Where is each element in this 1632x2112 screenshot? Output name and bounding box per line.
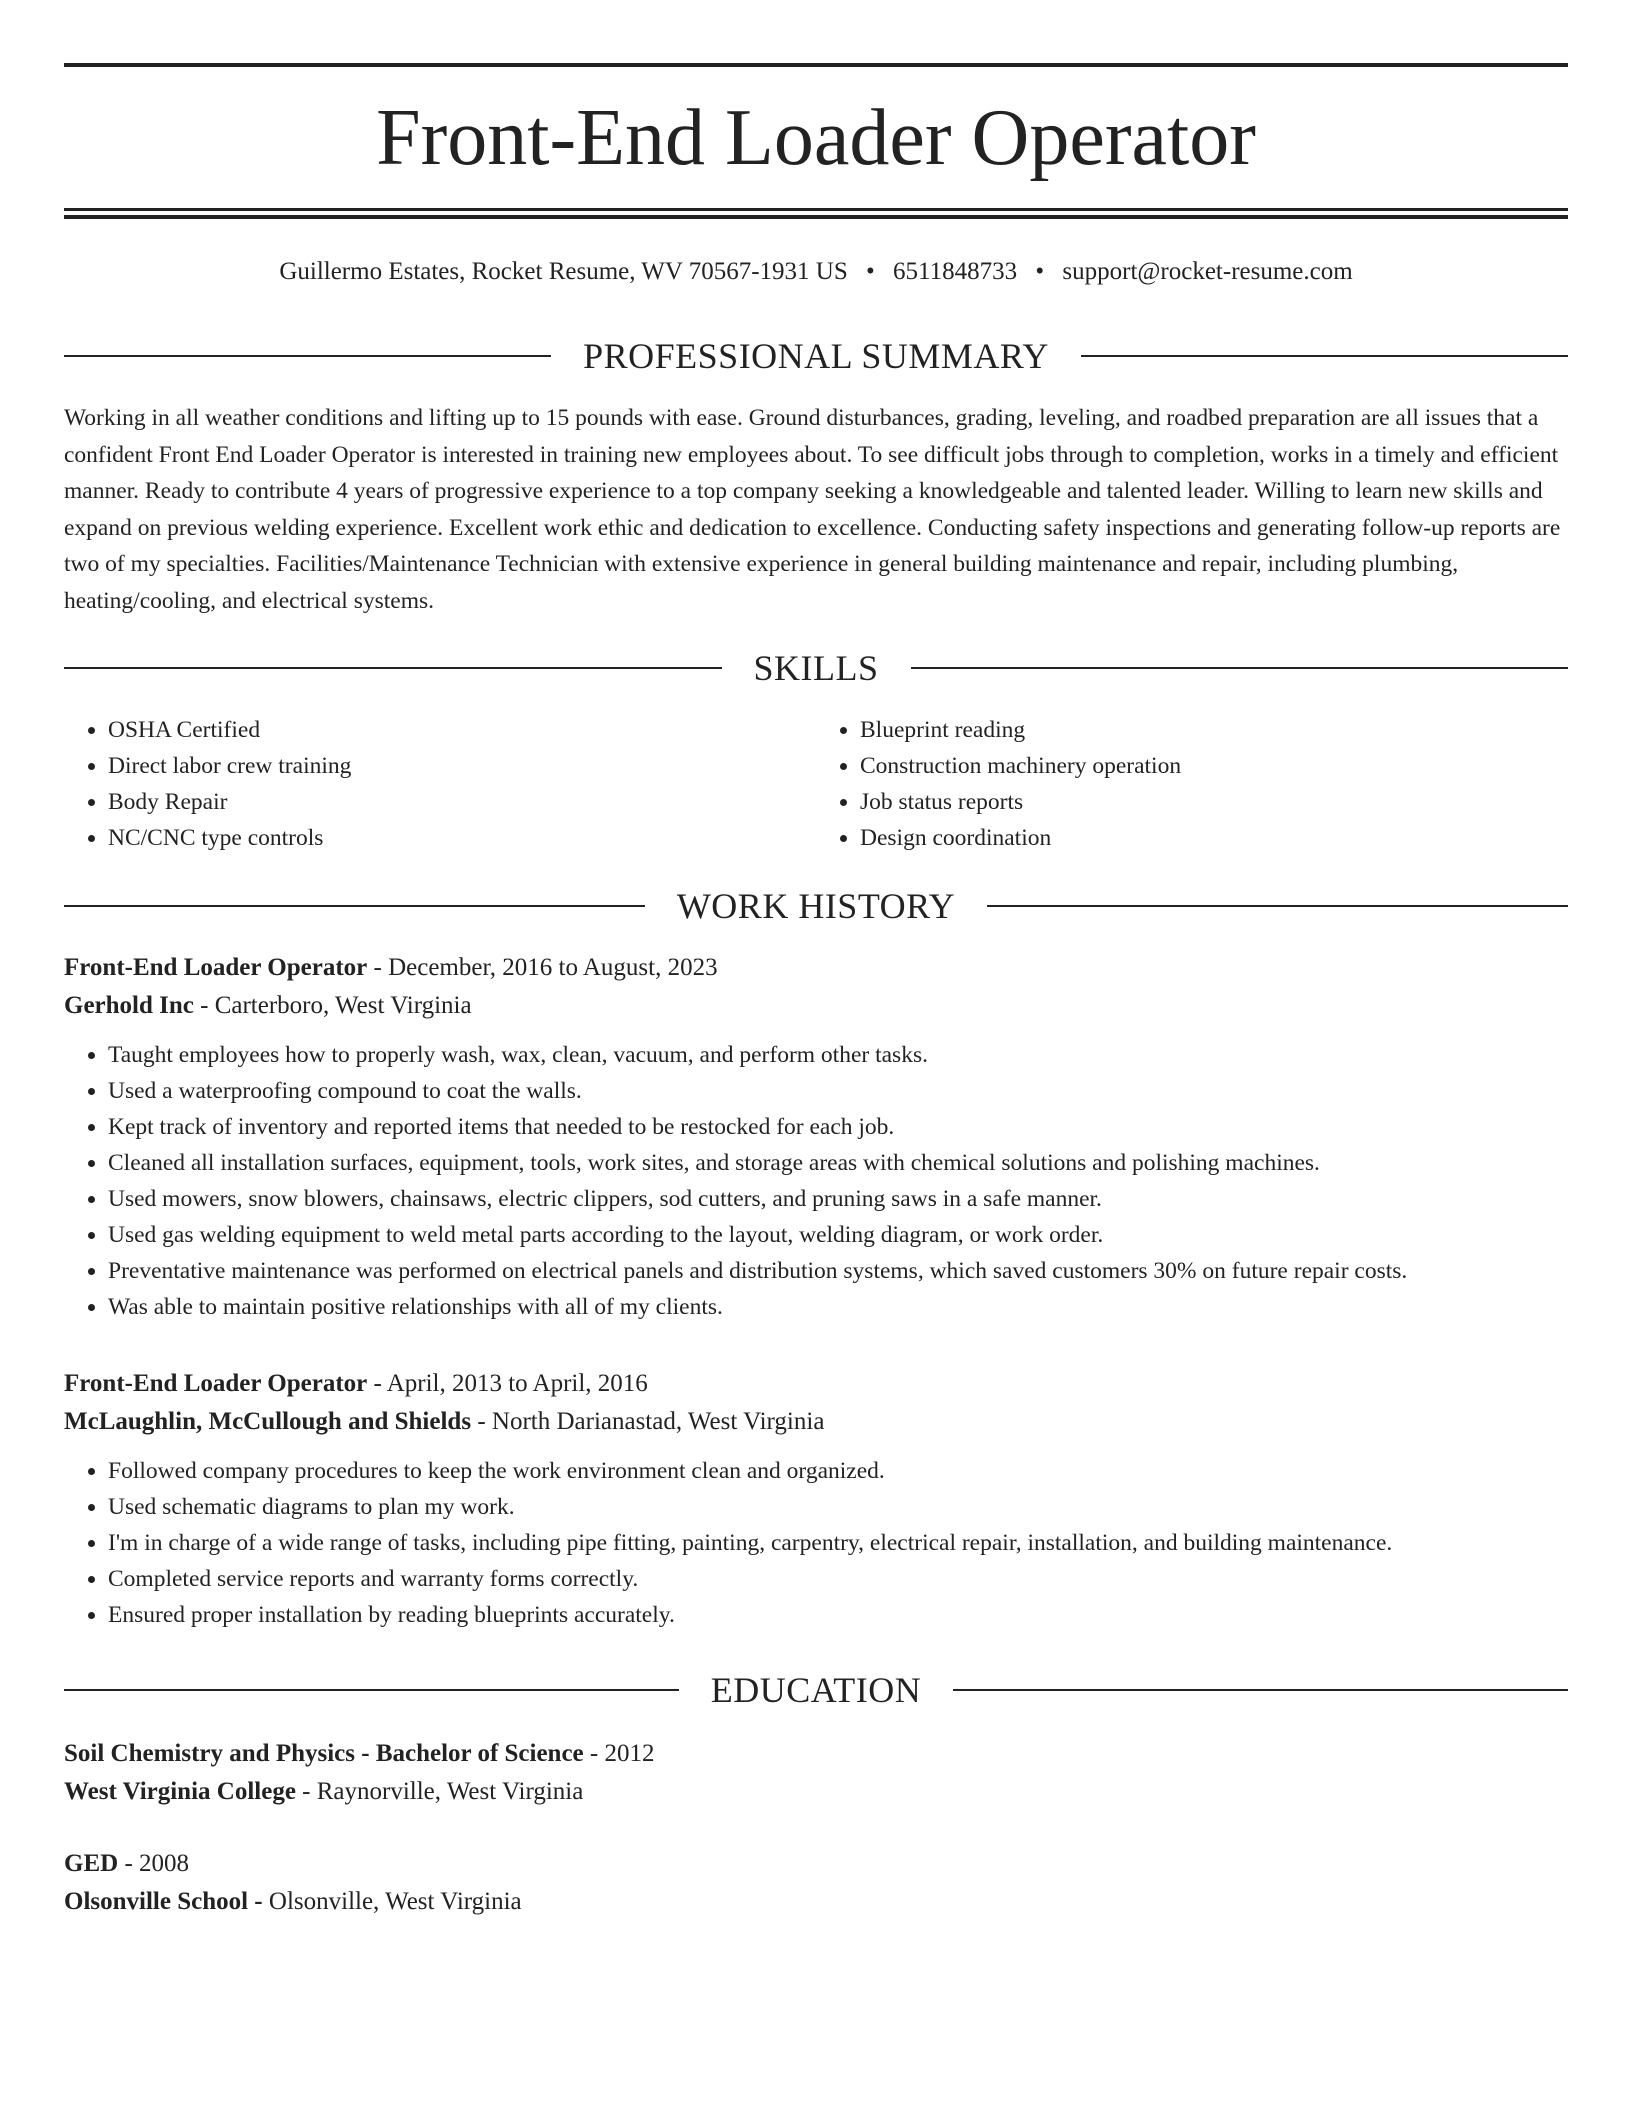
job-company: Gerhold Inc xyxy=(64,992,194,1019)
education-location: Raynorville, West Virginia xyxy=(316,1778,584,1805)
resume-title: Front-End Loader Operator xyxy=(376,94,1256,182)
job-bullet: • Used mowers, snow blowers, chainsaws, electric clippers, sod cutters, and pruning saws in a safe manner. xyxy=(108,1181,1568,1217)
job-location: Carterboro, West Virginia xyxy=(214,992,472,1019)
job-bullet: • Taught employees how to properly wash, wax, clean, vacuum, and perform other tasks. xyxy=(108,1037,1568,1073)
contact-phone: 6511848733 xyxy=(893,258,1018,285)
job-company-line: McLaughlin, McCullough and Shields - North Darianastad, West Virginia xyxy=(64,1408,825,1435)
section-title: EDUCATION xyxy=(710,1670,922,1710)
education-school-line: West Virginia College - Raynorville, West Virginia xyxy=(64,1778,584,1805)
section-heading-summary xyxy=(64,334,1568,378)
education-school: Olsonville School - xyxy=(64,1888,263,1915)
education-location: Olsonville, West Virginia xyxy=(268,1888,522,1915)
skills-column-right xyxy=(816,712,1568,856)
job-dates: April, 2013 to April, 2016 xyxy=(386,1370,648,1397)
section-title: PROFESSIONAL SUMMARY xyxy=(583,336,1049,376)
job-title-line: Front-End Loader Operator - April, 2013 to April, 2016 xyxy=(64,1370,648,1397)
job-bullet: • Used a waterproofing compound to coat the walls. xyxy=(108,1073,1568,1109)
job-bullets xyxy=(64,1453,1568,1633)
job-dates: December, 2016 to August, 2023 xyxy=(388,954,718,981)
education-degree: GED xyxy=(64,1850,119,1877)
job-title: Front-End Loader Operator xyxy=(64,954,368,981)
job-bullet: • Was able to maintain positive relationships with all of my clients. xyxy=(108,1289,1568,1325)
job-bullet: • Kept track of inventory and reported items that needed to be restocked for each job. xyxy=(108,1109,1568,1145)
heading-rule xyxy=(64,905,645,907)
job-bullet: • Followed company procedures to keep the work environment clean and organized. xyxy=(108,1453,1568,1489)
education-school-line xyxy=(64,1883,1568,1921)
heading-rule xyxy=(1081,355,1568,357)
job-entry xyxy=(64,949,1568,1325)
title-double-rule xyxy=(64,208,1568,220)
education-year: 2008 xyxy=(139,1850,190,1877)
job-entry xyxy=(64,1365,1568,1633)
job-bullet: • I'm in charge of a wide range of tasks, including pipe fitting, painting, carpentry, electrical repair, installation, and building maintenance. xyxy=(108,1525,1568,1561)
skill-item: • Blueprint reading xyxy=(860,712,1568,748)
education-degree: Soil Chemistry and Physics - Bachelor of Science xyxy=(64,1740,584,1767)
skill-item: • Direct labor crew training xyxy=(108,748,816,784)
section-heading-work xyxy=(64,884,1568,928)
heading-rule xyxy=(64,355,551,357)
job-bullets xyxy=(64,1037,1568,1325)
heading-rule xyxy=(911,667,1569,669)
job-bullet: • Cleaned all installation surfaces, equipment, tools, work sites, and storage areas with chemical solutions and polishing machines. xyxy=(108,1145,1568,1181)
job-bullet: • Used gas welding equipment to weld metal parts according to the layout, welding diagram, or work order. xyxy=(108,1217,1568,1253)
skill-item: • OSHA Certified xyxy=(108,712,816,748)
education-year: 2012 xyxy=(604,1740,655,1767)
heading-rule xyxy=(64,1689,679,1691)
section-title: SKILLS xyxy=(753,648,879,688)
skills-list xyxy=(64,712,1568,856)
job-title: Front-End Loader Operator xyxy=(64,1370,368,1397)
education-degree-line: Soil Chemistry and Physics - Bachelor of Science - 2012 xyxy=(64,1740,655,1767)
skill-item: • Design coordination xyxy=(860,820,1568,856)
job-bullet: • Used schematic diagrams to plan my work. xyxy=(108,1489,1568,1525)
section-title: WORK HISTORY xyxy=(676,886,956,926)
contact-separator: • xyxy=(866,258,875,285)
job-company: McLaughlin, McCullough and Shields xyxy=(64,1408,472,1435)
job-company-line: Gerhold Inc - Carterboro, West Virginia xyxy=(64,992,472,1019)
contact-address: Guillermo Estates, Rocket Resume, WV 70567-1931 US xyxy=(279,258,848,285)
job-bullet: • Preventative maintenance was performed on electrical panels and distribution systems, which saved customers 30% on future repair costs. xyxy=(108,1253,1568,1289)
education-entry xyxy=(64,1845,1568,1921)
job-bullet: • Completed service reports and warranty forms correctly. xyxy=(108,1561,1568,1597)
job-location: North Darianastad, West Virginia xyxy=(491,1408,825,1435)
heading-rule xyxy=(987,905,1568,907)
skill-item: • NC/CNC type controls xyxy=(108,820,816,856)
heading-rule xyxy=(64,667,722,669)
education-degree-line: GED - 2008 xyxy=(64,1850,190,1877)
summary-text: Working in all weather conditions and lifting up to 15 pounds with ease. Ground disturbances, grading, leveling, and roadbed preparation are all issues that a confident Front End Loader Operator is interested in training new employees about. To see difficult jobs through to completion, works in a timely and efficient manner. Ready to contribute 4 years of progressive experience to a top company seeking a knowledgeable and talented leader. Willing to learn new skills and expand on previous welding experience. Excellent work ethic and dedication to excellence. Conducting safety inspections and generating follow-up reports are two of my specialties. Facilities/Maintenance Technician with extensive experience in general building maintenance and repair, including plumbing, heating/cooling, and electrical systems. xyxy=(64,405,1561,614)
education-school: West Virginia College xyxy=(64,1778,296,1805)
skill-item: • Body Repair xyxy=(108,784,816,820)
top-rule xyxy=(64,63,1568,67)
section-heading-skills xyxy=(64,646,1568,690)
section-heading-education xyxy=(64,1668,1568,1712)
skill-item: • Job status reports xyxy=(860,784,1568,820)
job-title-line: Front-End Loader Operator - December, 2016 to August, 2023 xyxy=(64,954,718,981)
heading-rule xyxy=(953,1689,1568,1691)
skill-item: • Construction machinery operation xyxy=(860,748,1568,784)
contact-email: support@rocket-resume.com xyxy=(1062,258,1353,285)
education-entry xyxy=(64,1735,1568,1811)
contact-separator: • xyxy=(1035,258,1045,285)
job-bullet: • Ensured proper installation by reading blueprints accurately. xyxy=(108,1597,1568,1633)
skills-column-left xyxy=(64,712,816,856)
contact-line xyxy=(64,256,1568,288)
